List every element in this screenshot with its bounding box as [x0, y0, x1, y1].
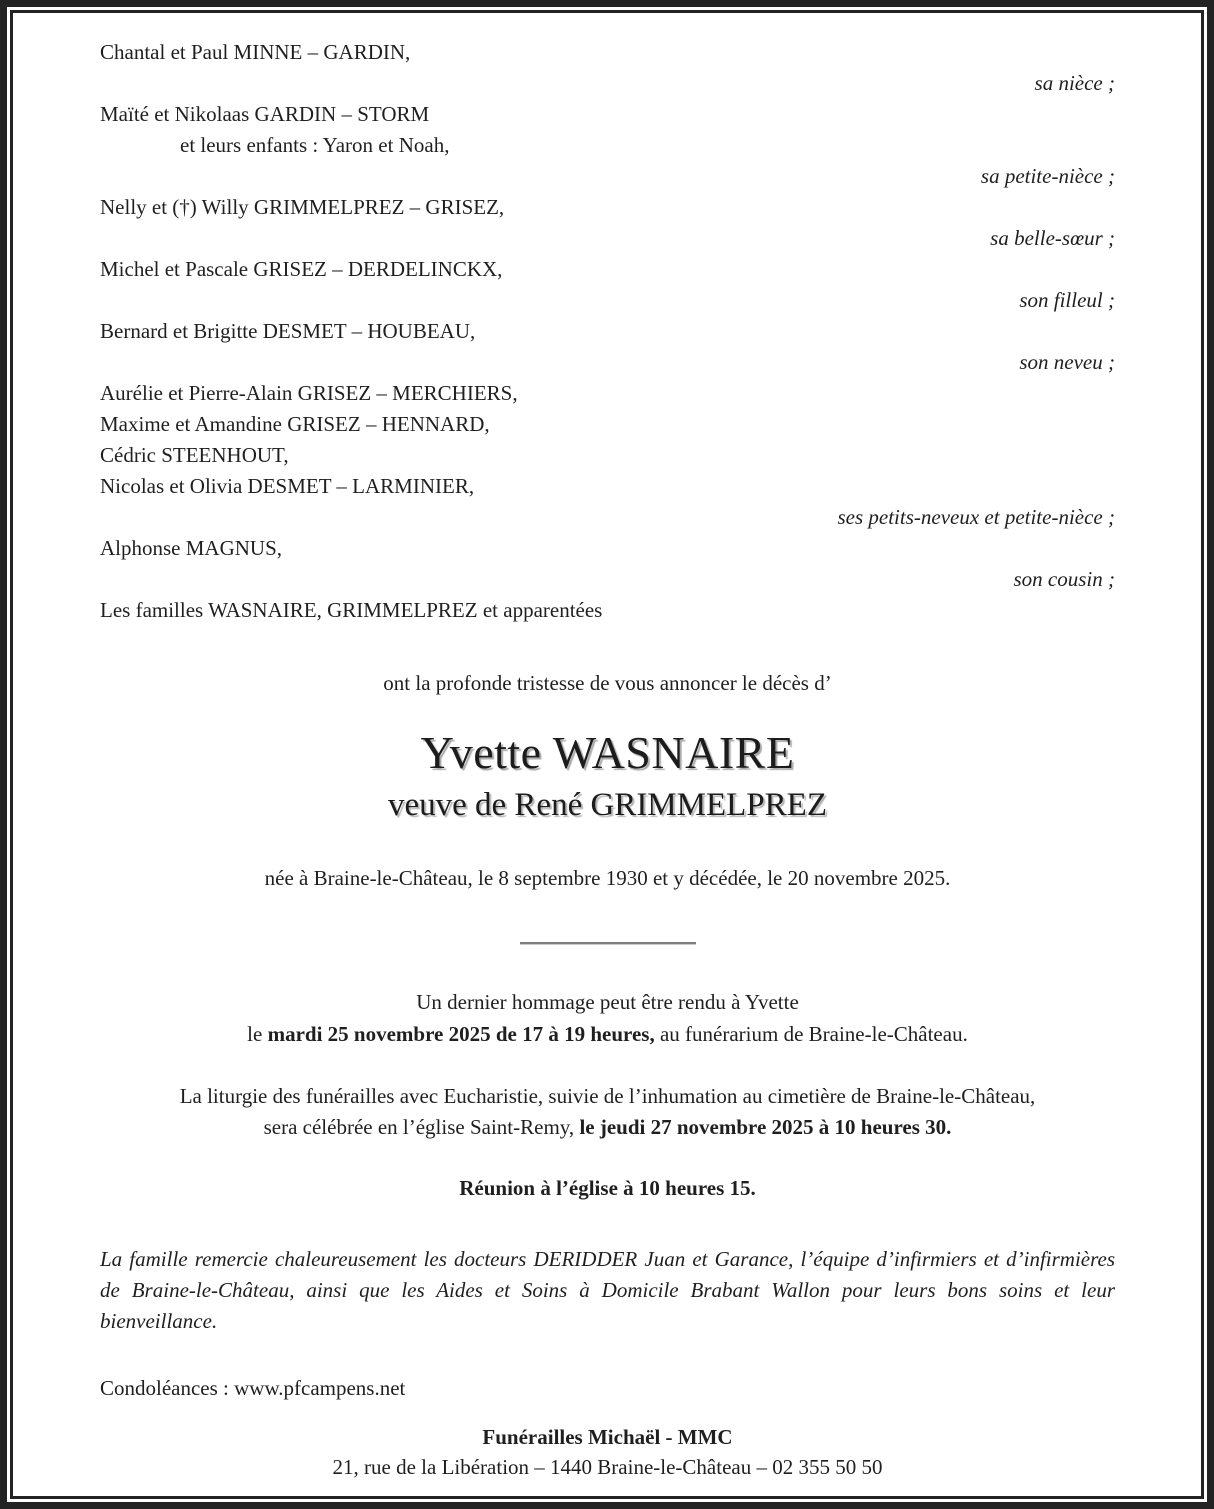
life-dates-line: née à Braine-le-Château, le 8 septembre 1930 et y décédée, le 20 novembre 2025.: [264, 866, 951, 890]
liturgy-line-2-prefix: sera célébrée en l’église Saint-Remy,: [263, 1115, 580, 1139]
relative-line: Bernard et Brigitte DESMET – HOUBEAU,: [100, 319, 476, 343]
relative-line: Nicolas et Olivia DESMET – LARMINIER,: [100, 474, 475, 498]
relation-label: son neveu ;: [1019, 350, 1115, 374]
relative-line: Alphonse MAGNUS,: [100, 536, 283, 560]
relative-line: Maxime et Amandine GRISEZ – HENNARD,: [100, 412, 490, 436]
relation-label: sa nièce ;: [1034, 71, 1115, 95]
condolences-line: Condoléances : www.pfcampens.net: [100, 1376, 406, 1400]
deceased-subtitle: veuve de René GRIMMELPREZ: [387, 787, 827, 823]
thanks-paragraph: La famille remercie chaleureusement les docteurs DERIDDER Juan et Garance, l’équipe d’infirmiers et d’infirmières de Braine-le-Château, ainsi que les Aides et Soins à Domicile Brabant Wallon pour leurs bons soins et leur bienveillance.: [100, 1247, 1115, 1333]
relation-label: sa belle-sœur ;: [990, 226, 1115, 250]
relative-line: Cédric STEENHOUT,: [100, 443, 289, 467]
obituary-inner-frame: [10, 10, 1204, 1499]
relation-label: son cousin ;: [1013, 567, 1115, 591]
liturgy-line-2: [100, 1112, 1115, 1143]
relation-label: sa petite-nièce ;: [980, 164, 1115, 188]
tribute-line-1: Un dernier hommage peut être rendu à Yvette: [416, 990, 799, 1014]
tribute-line-2: [100, 1018, 1115, 1051]
tribute-line-2-prefix: le: [247, 1022, 268, 1046]
funeral-home-address: 21, rue de la Libération – 1440 Braine-le-Château – 02 355 50 50: [332, 1455, 883, 1479]
tribute-line-2-suffix: au funérarium de Braine-le-Château.: [654, 1022, 968, 1046]
funeral-home-name: Funérailles Michaël - MMC: [482, 1425, 733, 1449]
meeting-line: Réunion à l’église à 10 heures 15.: [459, 1176, 756, 1200]
deceased-name: Yvette WASNAIRE: [420, 727, 795, 778]
liturgy-line-2-bold: le jeudi 27 novembre 2025 à 10 heures 30.: [579, 1115, 952, 1139]
relative-line: Nelly et (†) Willy GRIMMELPREZ – GRISEZ,: [100, 195, 505, 219]
liturgy-line-1: La liturgie des funérailles avec Eucharistie, suivie de l’inhumation au cimetière de Braine-le-Château,: [179, 1084, 1036, 1108]
intro-line: ont la profonde tristesse de vous annoncer le décès d’: [383, 671, 832, 695]
relation-label: son filleul ;: [1019, 288, 1115, 312]
relative-line: et leurs enfants : Yaron et Noah,: [180, 133, 450, 157]
relative-line: Michel et Pascale GRISEZ – DERDELINCKX,: [100, 257, 503, 281]
relative-line: Chantal et Paul MINNE – GARDIN,: [100, 40, 411, 64]
liturgy-block: [100, 1081, 1115, 1143]
relation-label: ses petits-neveux et petite-nièce ;: [837, 505, 1115, 529]
families-line: Les familles WASNAIRE, GRIMMELPREZ et apparentées: [100, 598, 603, 622]
relative-line: Aurélie et Pierre-Alain GRISEZ – MERCHIERS,: [100, 381, 518, 405]
separator-rule: [520, 942, 696, 945]
relatives-list: [100, 37, 1115, 626]
tribute-line-2-bold: mardi 25 novembre 2025 de 17 à 19 heures,: [267, 1022, 655, 1046]
relative-line: Maïté et Nikolaas GARDIN – STORM: [100, 102, 430, 126]
